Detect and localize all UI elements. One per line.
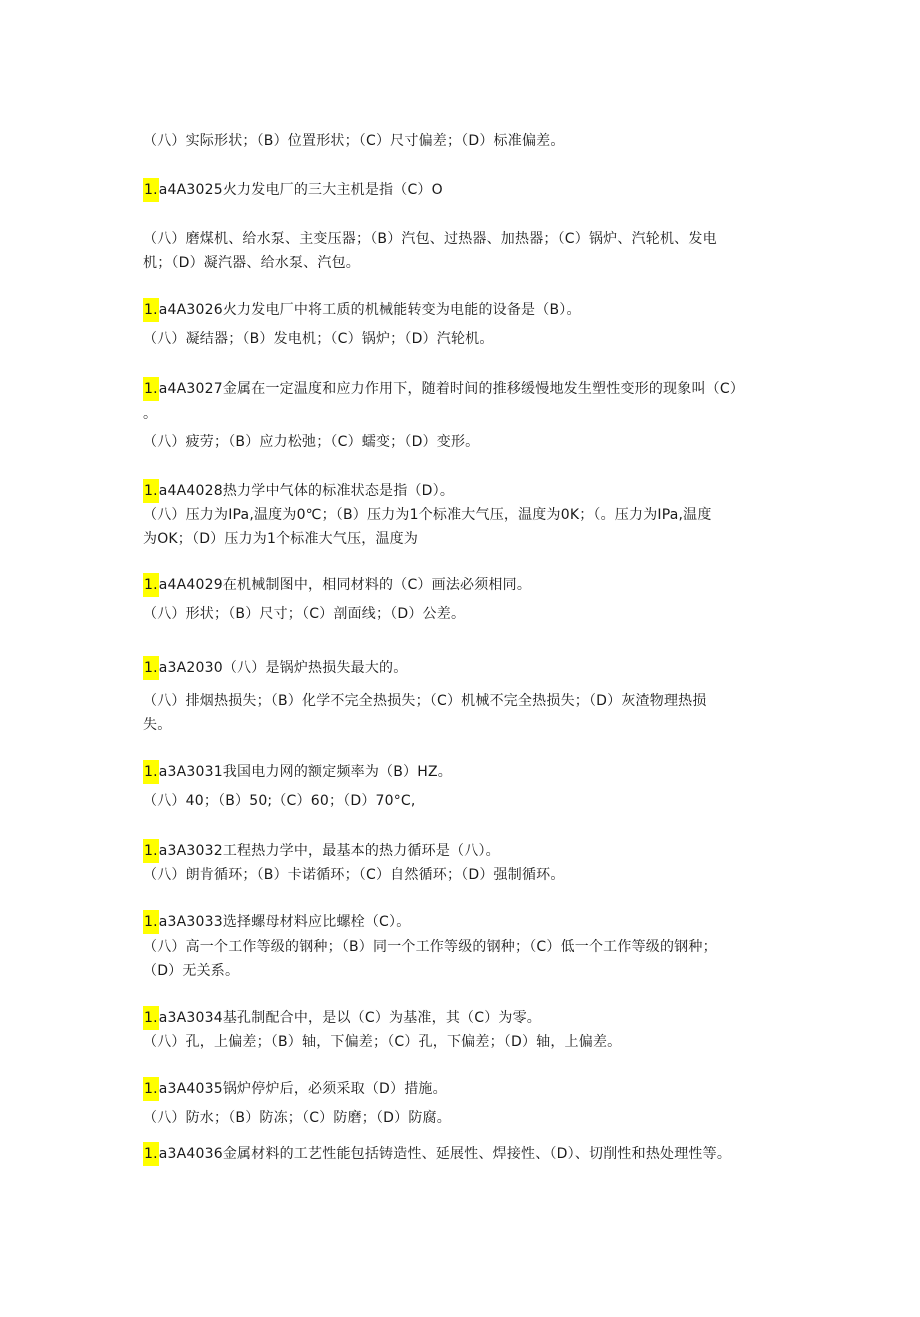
question-line: 1.a3A3031我国电力网的额定频率为（B）HZ。 <box>143 760 783 784</box>
option-line: （八）凝结器；（B）发电机；（C）锅炉；（D）汽轮机。 <box>143 331 494 347</box>
option-line: （八）疲劳；（B）应力松弛；（C）蠕变；（D）变形。 <box>143 434 480 450</box>
question-number-highlight: 1. <box>143 656 159 680</box>
question-number-highlight: 1. <box>143 1006 159 1030</box>
option-line: （八）磨煤机、给水泵、主变压器；（B）汽包、过热器、加热器；（C）锅炉、汽轮机、发电 <box>143 231 717 247</box>
question-line: 1.a3A3032工程热力学中，最基本的热力循环是（八）。 <box>143 839 783 863</box>
option-line: （八）压力为IPa,温度为0℃；（B）压力为1个标准大气压，温度为0K；（。压力为IPa,温度 <box>143 507 712 523</box>
option-line: （八）40；（B）50;（C）60；（D）70°C, <box>143 793 416 809</box>
question-number-highlight: 1. <box>143 298 159 322</box>
question-number-highlight: 1. <box>143 910 159 934</box>
question-line: 1.a3A2030（八）是锅炉热损失最大的。 <box>143 656 783 680</box>
question-number-highlight: 1. <box>143 1077 159 1101</box>
option-line: （八）朗肯循环；（B）卡诺循环；（C）自然循环；（D）强制循环。 <box>143 867 565 883</box>
option-line: （八）防水；（B）防冻；（C）防磨；（D）防腐。 <box>143 1110 451 1126</box>
option-line: （八）排烟热损失；（B）化学不完全热损失；（C）机械不完全热损失；（D）灰渣物理热损 <box>143 693 707 709</box>
option-line: （八）孔，上偏差；（B）轴，下偏差；（C）孔，下偏差；（D）轴，上偏差。 <box>143 1034 622 1050</box>
question-line: 1.a4A4028热力学中气体的标准状态是指（D）。 <box>143 479 783 503</box>
option-line: 机；（D）凝汽器、给水泵、汽包。 <box>143 255 360 271</box>
question-line: 1.a4A3025火力发电厂的三大主机是指（C）O <box>143 178 783 202</box>
question-number-highlight: 1. <box>143 573 159 597</box>
question-line: 1.a4A3026火力发电厂中将工质的机械能转变为电能的设备是（B）。 <box>143 298 783 322</box>
option-line: （八）实际形状；（B）位置形状；（C）尺寸偏差；（D）标准偏差。 <box>143 133 565 149</box>
option-line: （D）无关系。 <box>143 963 240 979</box>
question-number-highlight: 1. <box>143 839 159 863</box>
question-line: 1.a4A3027金属在一定温度和应力作用下，随着时间的推移缓慢地发生塑性变形的现象叫（C） <box>143 377 783 401</box>
question-number-highlight: 1. <box>143 178 159 202</box>
question-line: 1.a4A4029在机械制图中，相同材料的（C）画法必须相同。 <box>143 573 783 597</box>
option-line: 失。 <box>143 717 172 733</box>
question-line: 1.a3A4035锅炉停炉后，必须采取（D）措施。 <box>143 1077 783 1101</box>
question-line: 1.a3A4036金属材料的工艺性能包括铸造性、延展性、焊接性、（D）、切削性和热处理性等。 <box>143 1142 783 1166</box>
question-line: 1.a3A3033选择螺母材料应比螺栓（C）。 <box>143 910 783 934</box>
option-line: 为OK；（D）压力为1个标准大气压，温度为 <box>143 531 419 547</box>
question-number-highlight: 1. <box>143 377 159 401</box>
question-line: 1.a3A3034基孔制配合中，是以（C）为基准，其（C）为零。 <box>143 1006 783 1030</box>
question-number-highlight: 1. <box>143 1142 159 1166</box>
option-line: 。 <box>143 406 158 422</box>
question-number-highlight: 1. <box>143 760 159 784</box>
question-number-highlight: 1. <box>143 479 159 503</box>
option-line: （八）高一个工作等级的钢种；（B）同一个工作等级的钢种；（C）低一个工作等级的钢种； <box>143 939 717 955</box>
option-line: （八）形状；（B）尺寸；（C）剖面线；（D）公差。 <box>143 606 466 622</box>
